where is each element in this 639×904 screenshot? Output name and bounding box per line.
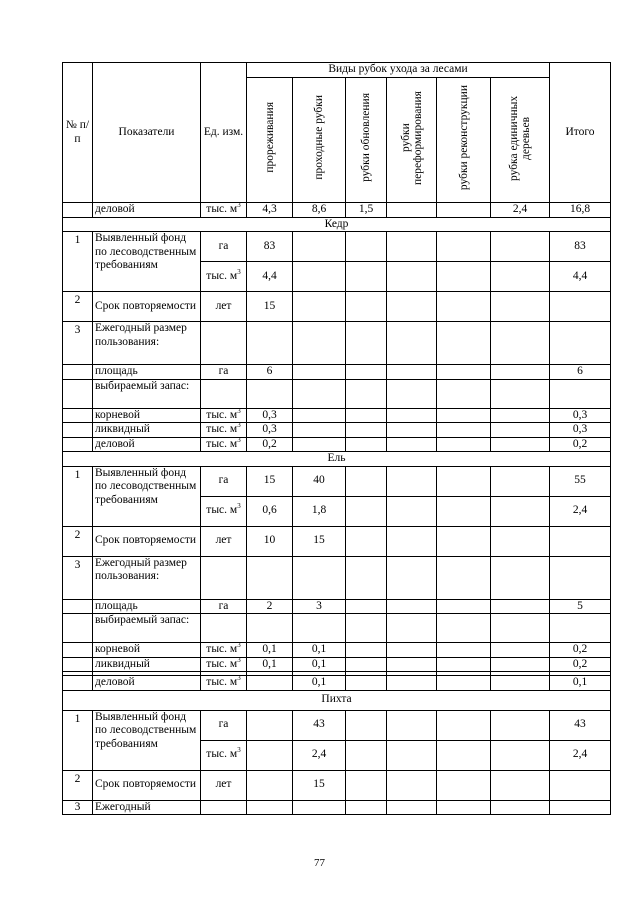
- table-row: 2 Срок повторяемости лет 10 15: [63, 526, 611, 556]
- section-title-pikhta: Пихта: [63, 690, 611, 710]
- table-row: выбираемый запас:: [63, 614, 611, 643]
- table-row: деловой тыс. $м^3$ 0,1 0,1: [63, 676, 611, 691]
- table-row: тыс. $м^3$ 2,4 2,4: [63, 740, 611, 770]
- header-group: Виды рубок ухода за лесами: [247, 63, 550, 78]
- header-total: Итого: [550, 63, 611, 203]
- header-row-1: [63, 63, 611, 78]
- header-indicators: Показатели: [93, 63, 201, 203]
- section-title-kedr: Кедр: [63, 217, 611, 232]
- header-unit: Ед. изм.: [201, 63, 247, 203]
- header-type-passing: проходные рубки: [313, 95, 325, 180]
- table-row: 2 Срок повторяемости лет 15: [63, 770, 611, 800]
- table-row: 1 Выявленный фонд по лесоводственным требованиям га 83 83: [63, 232, 611, 262]
- table-row: тыс. $м^3$ 4,4 4,4: [63, 262, 611, 292]
- table-row: выбираемый запас:: [63, 379, 611, 408]
- table-row: площадь га 2 3 5: [63, 599, 611, 614]
- table-row: 1 Выявленный фонд по лесоводственным требованиям га 43 43: [63, 710, 611, 740]
- table-row: 3 Ежегодный размер пользования:: [63, 322, 611, 365]
- table-row: 1 Выявленный фонд по лесоводственным требованиям га 15 40 55: [63, 466, 611, 496]
- table-row: ликвидный тыс. $м^3$ 0,1 0,1 0,2: [63, 657, 611, 672]
- header-type-reconstruction: рубки реконструкции: [457, 84, 470, 191]
- table-row: тыс. $м^3$ 0,6 1,8 2,4: [63, 496, 611, 526]
- table-row: деловой тыс. $м^3$ 0,2 0,2: [63, 437, 611, 452]
- header-num: № п/п: [63, 63, 93, 203]
- section-title-el: Ель: [63, 452, 611, 467]
- table-row: площадь га 6 6: [63, 365, 611, 380]
- header-type-renewal: рубки обновления: [360, 93, 372, 182]
- table-row: ликвидный тыс. $м^3$ 0,3 0,3: [63, 423, 611, 438]
- header-type-single-trees: рубка единичных деревьев: [508, 94, 532, 181]
- table-row: корневой тыс. $м^3$ 0,3 0,3: [63, 408, 611, 423]
- table-row: 3 Ежегодный размер пользования:: [63, 556, 611, 599]
- header-type-reformation: рубки переформирования: [399, 90, 424, 185]
- forest-care-table: [62, 62, 611, 815]
- header-type-thinning: прореживания: [263, 102, 276, 173]
- page-number: 77: [314, 857, 325, 869]
- table-row: 2 Срок повторяемости лет 15: [63, 292, 611, 322]
- table-row: корневой тыс. $м^3$ 0,1 0,1 0,2: [63, 643, 611, 658]
- table-row: деловой тыс. $м^3$ 4,3 8,6 1,5 2,4 16,8: [63, 203, 611, 218]
- table-row: 3 Ежегодный: [63, 800, 611, 815]
